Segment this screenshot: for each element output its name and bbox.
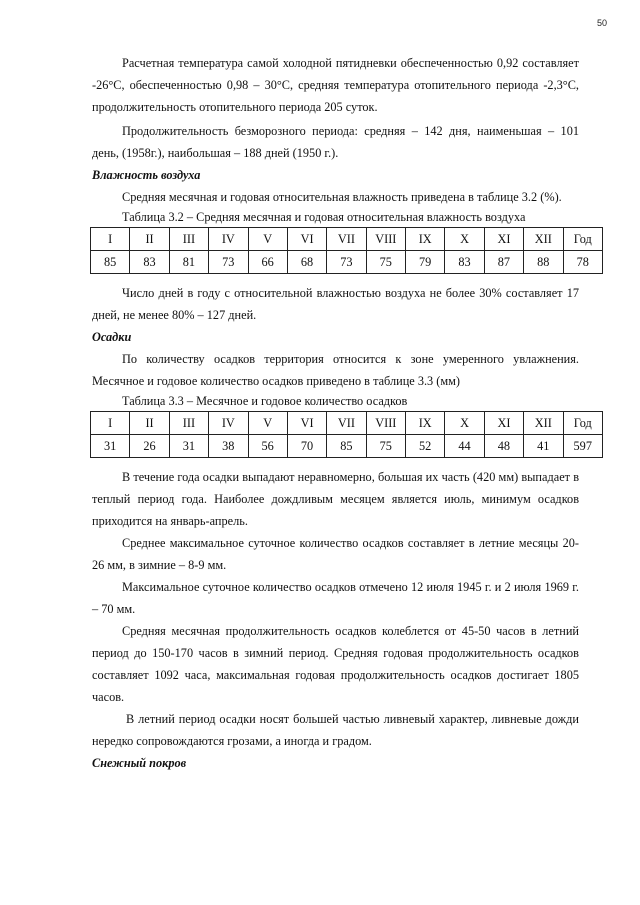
page-content	[92, 52, 592, 774]
header-cell: Год	[563, 228, 603, 251]
value-cell: 78	[563, 251, 603, 274]
value-cell: 68	[287, 251, 326, 274]
value-cell: 31	[169, 435, 208, 458]
paragraph-precipitation-intro: По количеству осадков территория относится к зоне умеренного увлажнения. Месячное и годовое количество осадков приведено в таблице 3.3 (мм)	[92, 352, 579, 388]
header-cell: III	[169, 412, 208, 435]
value-cell: 26	[130, 435, 169, 458]
paragraph-daily-max-record: Максимальное суточное количество осадков отмечено 12 июля 1945 г. и 2 июля 1969 г. – 70 мм.	[92, 580, 579, 616]
header-cell: V	[248, 228, 287, 251]
precipitation-header-row	[91, 412, 603, 435]
header-cell: XI	[484, 228, 523, 251]
paragraph-uneven-precipitation: В течение года осадки выпадают неравномерно, большая их часть (420 мм) выпадает в теплый период года. Наиболее дождливым месяцем является июль, минимум осадков приходится на январь-апрель.	[92, 470, 579, 528]
header-cell: VII	[327, 412, 366, 435]
value-cell: 75	[366, 435, 405, 458]
value-cell: 597	[563, 435, 603, 458]
paragraph-humidity-days: Число дней в году с относительной влажностью воздуха не более 30% составляет 17 дней, не менее 80% – 127 дней.	[92, 286, 579, 322]
header-cell: IV	[209, 412, 248, 435]
value-cell: 41	[524, 435, 563, 458]
paragraph-precipitation-duration: Средняя месячная продолжительность осадков колеблется от 45-50 часов в летний период до 150-170 часов в зимний период. Средняя годовая продолжительность осадков составляет 1092 часа, максимальная годовая продолжительность осадков достигает 1805 часов.	[92, 624, 579, 704]
header-cell: VIII	[366, 228, 405, 251]
heading-precipitation: Осадки	[92, 330, 132, 344]
header-cell: II	[130, 228, 169, 251]
header-cell: XI	[484, 412, 523, 435]
value-cell: 85	[327, 435, 366, 458]
header-cell: VIII	[366, 412, 405, 435]
value-cell: 83	[130, 251, 169, 274]
precipitation-value-row	[91, 435, 603, 458]
value-cell: 73	[209, 251, 248, 274]
value-cell: 31	[91, 435, 130, 458]
header-cell: X	[445, 412, 484, 435]
header-cell: X	[445, 228, 484, 251]
header-cell: XII	[524, 412, 563, 435]
value-cell: 88	[524, 251, 563, 274]
heading-air-humidity: Влажность воздуха	[92, 168, 201, 182]
precipitation-table	[90, 411, 603, 458]
value-cell: 81	[169, 251, 208, 274]
table-caption-precipitation: Таблица 3.3 – Месячное и годовое количество осадков	[122, 394, 408, 408]
value-cell: 52	[406, 435, 445, 458]
value-cell: 48	[484, 435, 523, 458]
value-cell: 79	[406, 251, 445, 274]
header-cell: I	[91, 412, 130, 435]
header-cell: II	[130, 412, 169, 435]
value-cell: 44	[445, 435, 484, 458]
value-cell: 38	[209, 435, 248, 458]
humidity-header-row	[91, 228, 603, 251]
value-cell: 87	[484, 251, 523, 274]
header-cell: III	[169, 228, 208, 251]
humidity-value-row	[91, 251, 603, 274]
header-cell: I	[91, 228, 130, 251]
paragraph-humidity-intro: Средняя месячная и годовая относительная влажность приведена в таблице 3.2 (%).	[122, 190, 562, 204]
page-number: 50	[596, 18, 607, 28]
value-cell: 85	[91, 251, 130, 274]
paragraph-daily-max-avg: Среднее максимальное суточное количество осадков составляет в летние месяцы 20-26 мм, в зимние – 8-9 мм.	[92, 536, 579, 572]
header-cell: IV	[209, 228, 248, 251]
value-cell: 70	[287, 435, 326, 458]
header-cell: Год	[563, 412, 603, 435]
humidity-table	[90, 227, 603, 274]
paragraph-frost-free-period: Продолжительность безморозного периода: средняя – 142 дня, наименьшая – 101 день, (1958г.), наибольшая – 188 дней (1950 г.).	[92, 124, 579, 160]
value-cell: 75	[366, 251, 405, 274]
value-cell: 56	[248, 435, 287, 458]
value-cell: 73	[327, 251, 366, 274]
header-cell: VI	[287, 412, 326, 435]
header-cell: VI	[287, 228, 326, 251]
value-cell: 83	[445, 251, 484, 274]
heading-snow-cover: Снежный покров	[92, 756, 187, 770]
header-cell: IX	[406, 412, 445, 435]
paragraph-summer-showers: В летний период осадки носят большей частью ливневый характер, ливневые дожди нередко сопровождаются грозами, а иногда и градом.	[92, 712, 579, 748]
paragraph-design-temperature: Расчетная температура самой холодной пятидневки обеспеченностью 0,92 составляет -26°С, обеспеченностью 0,98 – 30°С, средняя температура отопительного периода -2,3°С, продолжительность отопительного периода 205 суток.	[92, 56, 579, 114]
header-cell: V	[248, 412, 287, 435]
value-cell: 66	[248, 251, 287, 274]
header-cell: XII	[524, 228, 563, 251]
header-cell: VII	[327, 228, 366, 251]
header-cell: IX	[406, 228, 445, 251]
table-caption-humidity: Таблица 3.2 – Средняя месячная и годовая относительная влажность воздуха	[122, 210, 526, 224]
